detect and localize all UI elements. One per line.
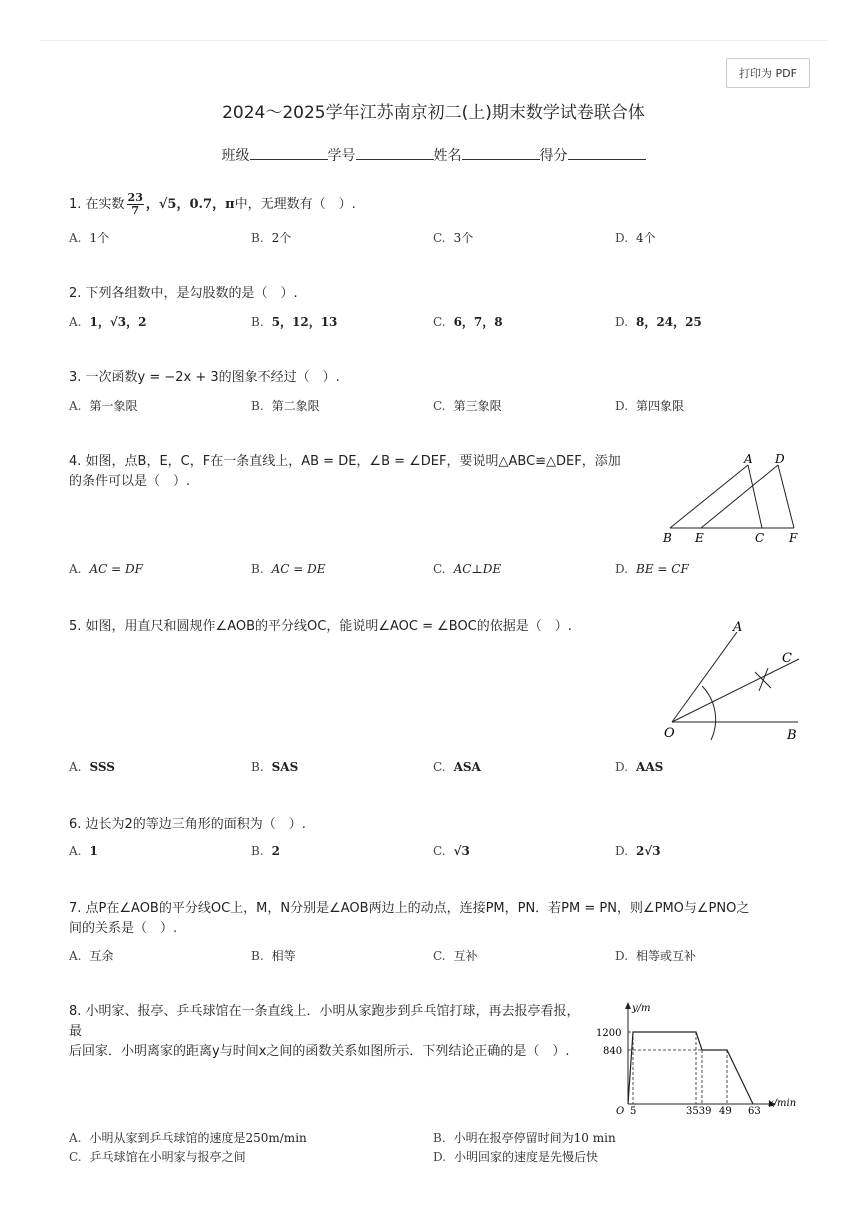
option-text: 互补	[453, 949, 478, 963]
question-text-line2: 的条件可以是（ ）.	[69, 474, 191, 489]
label-f: F	[789, 531, 798, 545]
question-text-line2: 后回家．小明离家的距离y与时间x之间的函数关系如图所示．下列结论正确的是（ ）.	[69, 1044, 570, 1059]
option-letter: D.	[615, 315, 629, 329]
segment-ba	[670, 465, 748, 528]
option-text: 相等	[271, 949, 296, 963]
option-letter: C.	[433, 562, 446, 576]
question-1	[69, 192, 356, 217]
figure-triangles	[655, 450, 805, 545]
option-text: ASA	[453, 760, 481, 774]
segment-df	[778, 465, 794, 528]
option-d[interactable]	[615, 947, 696, 964]
option-text: 2√3	[636, 844, 661, 858]
option-c[interactable]	[433, 562, 501, 576]
option-letter: C.	[433, 760, 446, 774]
number-blank[interactable]	[356, 145, 434, 160]
option-text: 6，7，8	[453, 315, 503, 329]
y-axis-label: y/m	[632, 1003, 651, 1014]
option-b[interactable]	[251, 562, 326, 576]
label-a: A	[733, 620, 743, 635]
option-a[interactable]	[69, 229, 109, 246]
label-e: E	[695, 531, 704, 545]
top-divider	[40, 40, 827, 41]
y-axis-arrow	[625, 1002, 631, 1009]
number-label: 学号	[327, 148, 356, 164]
option-text: SAS	[271, 760, 299, 774]
option-c[interactable]	[433, 397, 502, 414]
option-letter: A.	[69, 562, 82, 576]
name-blank[interactable]	[462, 145, 540, 160]
option-text: AAS	[636, 760, 664, 774]
option-letter: D.	[615, 949, 629, 963]
option-b[interactable]	[251, 947, 296, 964]
option-letter: D.	[615, 231, 629, 245]
option-text: 3个	[453, 231, 474, 245]
option-a[interactable]	[69, 397, 138, 414]
tick-49: 49	[719, 1106, 732, 1116]
option-letter: C.	[433, 949, 446, 963]
option-text: 2	[271, 844, 280, 858]
fraction	[127, 192, 144, 217]
question-text: 4. 如图，点B，E，C，F在一条直线上，AB = DE，∠B = ∠DEF，要说明△ABC≌△DEF，添加	[69, 454, 621, 469]
tick-3539: 3539	[686, 1106, 712, 1116]
option-letter: A.	[69, 315, 82, 329]
tick-1200: 1200	[596, 1028, 622, 1039]
option-c[interactable]	[69, 1148, 246, 1165]
question-4	[69, 452, 659, 492]
option-b[interactable]	[251, 844, 280, 858]
tick-840: 840	[603, 1046, 623, 1057]
class-blank[interactable]	[250, 145, 328, 160]
question-text: 1. 在实数	[69, 197, 125, 212]
option-b[interactable]	[251, 397, 320, 414]
ray-oa	[672, 632, 737, 722]
option-d[interactable]	[615, 229, 656, 246]
question-6	[69, 815, 306, 835]
segment-ac	[748, 465, 762, 528]
score-label: 得分	[539, 148, 568, 164]
label-d: D	[775, 452, 785, 466]
option-letter: B.	[251, 949, 264, 963]
page-title: 2024～2025学年江苏南京初二(上)期末数学试卷联合体	[222, 103, 645, 123]
tick-63: 63	[748, 1106, 761, 1116]
option-a[interactable]	[69, 947, 114, 964]
label-c: C	[755, 531, 765, 545]
option-text: AC = DF	[89, 562, 143, 576]
figure-angle-bisector	[655, 615, 805, 745]
question-text-line2: 间的关系是（ ）.	[69, 921, 178, 936]
arc-mark-2	[759, 668, 768, 691]
graph-line	[628, 1032, 753, 1104]
option-text: 8，24，25	[636, 315, 702, 329]
option-b[interactable]	[433, 1129, 616, 1146]
question-3	[69, 368, 340, 388]
question-text: 7. 点P在∠AOB的平分线OC上，M，N分别是∠AOB两边上的动点，连接PM，PN．若PM = PN，则∠PMO与∠PNO之	[69, 901, 750, 916]
option-text: 小明在报亭停留时间为10 min	[453, 1131, 616, 1145]
option-text: AC = DE	[271, 562, 326, 576]
option-letter: D.	[615, 844, 629, 858]
option-letter: A.	[69, 844, 82, 858]
option-c[interactable]	[433, 760, 481, 774]
option-text: 第一象限	[89, 399, 138, 413]
option-text: 4个	[636, 231, 656, 245]
question-text: 2. 下列各组数中，是勾股数的是（ ）.	[69, 286, 298, 301]
label-b: B	[787, 728, 797, 743]
label-a: A	[744, 452, 753, 466]
question-text: 5. 如图，用直尺和圆规作∠AOB的平分线OC，能说明∠AOC = ∠BOC的依据是（ ）.	[69, 619, 572, 634]
option-text: 第三象限	[453, 399, 502, 413]
print-pdf-button[interactable]: 打印为 PDF	[726, 58, 810, 88]
option-letter: B.	[251, 844, 264, 858]
option-letter: B.	[433, 1131, 446, 1145]
option-text: 1个	[89, 231, 110, 245]
option-d[interactable]	[433, 1148, 598, 1165]
fraction-denominator: 7	[131, 204, 140, 217]
question-5	[69, 617, 572, 637]
option-d[interactable]	[615, 760, 663, 774]
option-a[interactable]	[69, 1129, 307, 1146]
label-b: B	[663, 531, 672, 545]
option-d[interactable]	[615, 313, 702, 330]
class-label: 班级	[221, 148, 250, 164]
option-text: 1	[89, 844, 98, 858]
option-letter: B.	[251, 399, 264, 413]
option-c[interactable]	[433, 229, 473, 246]
option-b[interactable]	[251, 229, 291, 246]
option-text: √3	[453, 844, 470, 858]
option-letter: A.	[69, 760, 82, 774]
option-d[interactable]	[615, 397, 684, 414]
option-d[interactable]	[615, 562, 689, 576]
option-text: 互余	[89, 949, 114, 963]
name-label: 姓名	[433, 148, 462, 164]
option-a[interactable]	[69, 562, 143, 576]
option-letter: D.	[433, 1150, 447, 1164]
option-c[interactable]	[433, 844, 470, 858]
segment-ed	[701, 465, 778, 528]
option-text: SSS	[89, 760, 115, 774]
question-text: 6. 边长为2的等边三角形的面积为（ ）.	[69, 817, 306, 832]
option-letter: A.	[69, 1131, 82, 1145]
option-letter: B.	[251, 760, 264, 774]
option-text: 5，12，13	[271, 315, 338, 329]
student-info-line	[0, 145, 867, 165]
option-letter: C.	[433, 315, 446, 329]
question-text-tail: 中，无理数有（ ）.	[234, 197, 356, 212]
option-letter: B.	[251, 231, 264, 245]
option-text: 第二象限	[271, 399, 320, 413]
origin-label: O	[616, 1106, 625, 1116]
label-c: C	[782, 651, 792, 666]
option-letter: D.	[615, 760, 629, 774]
option-text: 乒乓球馆在小明家与报亭之间	[89, 1150, 246, 1164]
option-text: 2个	[271, 231, 292, 245]
option-text: 相等或互补	[636, 949, 697, 963]
option-text: 小明从家到乒乓球馆的速度是250m/min	[89, 1131, 307, 1145]
option-letter: B.	[251, 562, 264, 576]
option-letter: C.	[69, 1150, 82, 1164]
score-blank[interactable]	[568, 145, 646, 160]
option-d[interactable]	[615, 844, 661, 858]
label-o: O	[664, 726, 675, 741]
option-a[interactable]	[69, 313, 146, 330]
option-c[interactable]	[433, 313, 503, 330]
compass-arc	[702, 686, 716, 740]
option-text: AC⊥DE	[453, 562, 502, 576]
option-a[interactable]	[69, 844, 98, 858]
option-letter: A.	[69, 949, 82, 963]
tick-5: 5	[630, 1106, 637, 1116]
option-a[interactable]	[69, 760, 115, 774]
option-text: 第四象限	[636, 399, 685, 413]
option-text: 小明回家的速度是先慢后快	[454, 1150, 599, 1164]
fraction-numerator: 23	[127, 191, 143, 204]
ray-oc	[672, 659, 799, 722]
option-b[interactable]	[251, 760, 298, 774]
figure-distance-time-graph	[590, 998, 805, 1116]
option-letter: A.	[69, 231, 82, 245]
question-text: 3. 一次函数y = −2x + 3的图象不经过（ ）.	[69, 370, 340, 385]
option-text: 1，√3，2	[89, 315, 147, 329]
option-letter: C.	[433, 844, 446, 858]
question-text: 8. 小明家、报亭、乒乓球馆在一条直线上．小明从家跑步到乒乓馆打球，再去报亭看报，最	[69, 1004, 580, 1039]
question-items: ，√5，0.7，π	[145, 197, 235, 212]
option-letter: B.	[251, 315, 264, 329]
option-letter: D.	[615, 399, 629, 413]
option-letter: A.	[69, 399, 82, 413]
x-axis-label: x/min	[768, 1098, 797, 1109]
option-c[interactable]	[433, 947, 478, 964]
option-text: BE = CF	[636, 562, 689, 576]
option-b[interactable]	[251, 313, 337, 330]
option-letter: C.	[433, 399, 446, 413]
question-8	[69, 1002, 589, 1062]
option-letter: C.	[433, 231, 446, 245]
option-letter: D.	[615, 562, 629, 576]
question-7	[69, 899, 799, 939]
question-2	[69, 284, 298, 304]
